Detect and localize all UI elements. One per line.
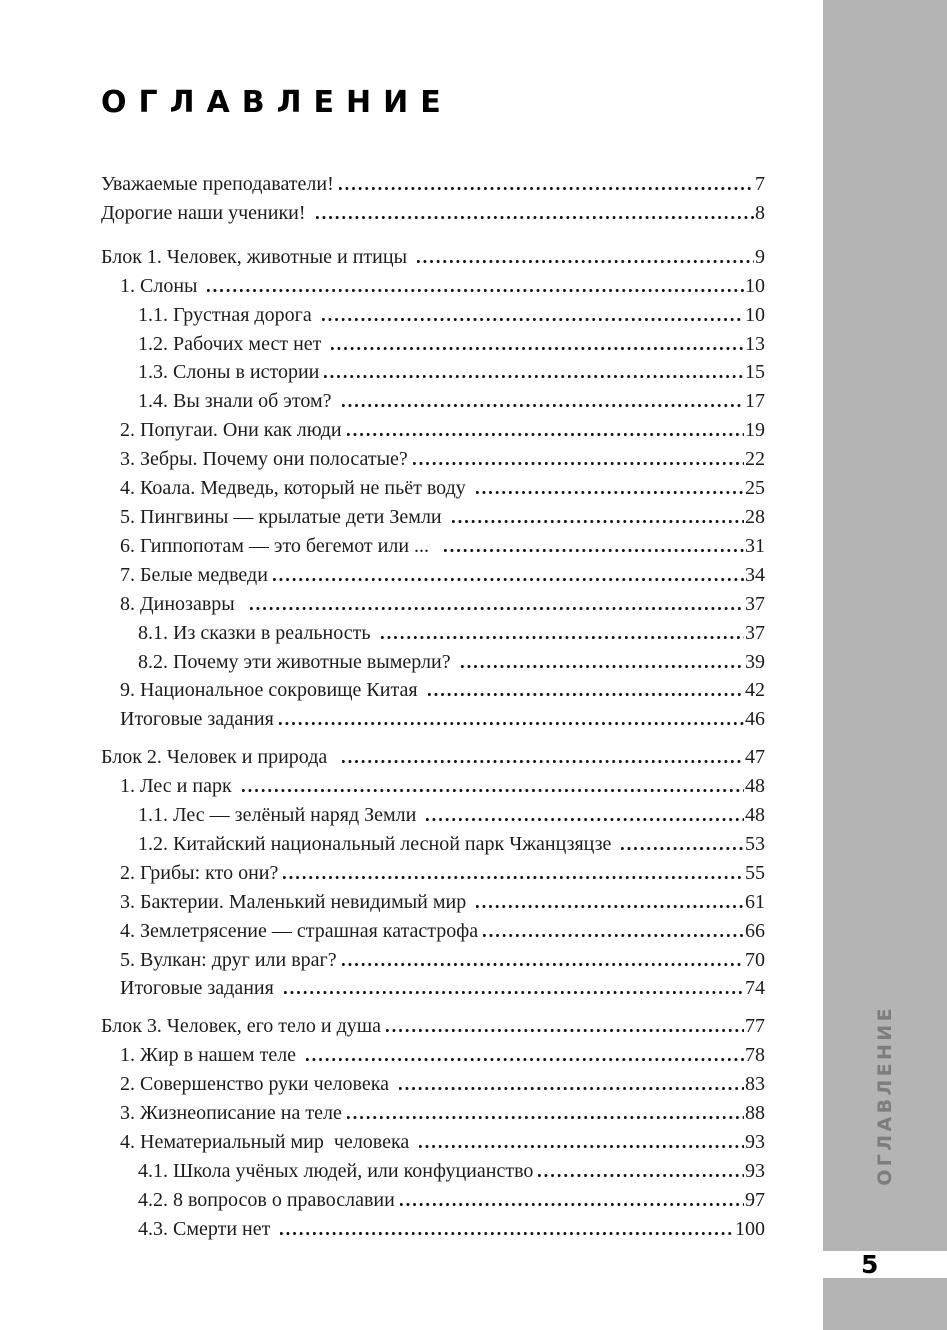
dot-leader [476, 491, 744, 494]
toc-entry [101, 1012, 765, 1041]
toc-entry-label: 7. Белые медведи [120, 563, 268, 586]
toc-entry-page: 93 [745, 1131, 765, 1153]
toc-entry-label: 2. Грибы: кто они? [120, 861, 279, 884]
toc-entry-label: 1.4. Вы знали об этом? [138, 390, 337, 413]
toc-entry-page: 88 [745, 1102, 765, 1125]
toc-entry-page: 100 [735, 1217, 765, 1240]
toc-entry [101, 532, 765, 561]
toc-entry-page: 42 [745, 679, 765, 702]
toc-entry [101, 474, 765, 503]
toc-entry [101, 1157, 765, 1186]
toc-entry-page: 15 [745, 361, 765, 384]
toc-entry [101, 330, 765, 359]
dot-leader [386, 1029, 744, 1032]
sidebar-vertical-label: ОГЛАВЛЕНИЕ [874, 1004, 896, 1186]
toc-entry-page: 48 [745, 775, 765, 798]
dot-leader [207, 289, 744, 292]
toc-entry-label: 3. Зебры. Почему они полосатые? [120, 448, 408, 471]
toc-entry-page: 74 [745, 977, 765, 1000]
dot-leader [400, 1203, 744, 1206]
dot-leader [419, 1145, 744, 1148]
sidebar [823, 0, 947, 1330]
toc-entry [101, 1070, 765, 1099]
toc-entry-label: Блок 2. Человек и природа [101, 746, 338, 769]
toc-entry-page: 10 [745, 303, 765, 326]
toc-entry [101, 416, 765, 445]
toc-entry-label: Уважаемые преподаватели! [101, 173, 334, 195]
toc-entry-page: 37 [745, 592, 765, 615]
toc-content [101, 85, 765, 1244]
toc-entry [101, 888, 765, 917]
dot-leader [452, 520, 744, 523]
toc-list [101, 170, 765, 1244]
toc-entry-label: 1.3. Слоны в истории [138, 361, 320, 384]
dot-leader [538, 1174, 744, 1177]
toc-entry-label: 8. Динозавры [120, 592, 245, 615]
toc-entry [101, 619, 765, 648]
toc-entry [101, 1215, 765, 1244]
toc-entry-label: 1.2. Рабочих мест нет [138, 332, 327, 355]
toc-entry-page: 19 [745, 419, 765, 442]
dot-leader [417, 260, 754, 263]
toc-entry-label: 8.1. Из сказки в реальность [138, 621, 376, 644]
dot-leader [279, 722, 744, 725]
toc-entry-label: 8.2. Почему эти животные вымерли? [138, 650, 456, 673]
dot-leader [476, 905, 744, 908]
toc-entry-label: 1.1. Грустная дорога [138, 303, 317, 326]
toc-entry [101, 387, 765, 416]
toc-entry-label: 1. Лес и парк [120, 775, 237, 798]
toc-entry-label: 4.2. 8 вопросов о православии [138, 1188, 395, 1211]
toc-entry [101, 1128, 765, 1157]
toc-entry-page: 78 [745, 1044, 765, 1067]
toc-entry-page: 61 [745, 890, 765, 913]
toc-entry-page: 48 [745, 804, 765, 827]
dot-leader [324, 375, 744, 378]
toc-entry [101, 272, 765, 301]
toc-entry-label: Дорогие наши ученики! [101, 201, 311, 224]
dot-leader [306, 1058, 744, 1061]
toc-entry-page: 83 [745, 1073, 765, 1096]
toc-entry [101, 648, 765, 677]
dot-leader [316, 216, 754, 219]
toc-entry-label: 6. Гиппопотам — это бегемот или ... [120, 534, 440, 557]
toc-entry-page: 55 [745, 861, 765, 884]
toc-entry-label: 9. Национальное сокровище Китая [120, 679, 423, 702]
dot-leader [242, 789, 744, 792]
toc-entry-page: 70 [745, 948, 765, 971]
dot-leader [284, 991, 744, 994]
toc-entry-page: 66 [745, 919, 765, 942]
dot-leader [413, 462, 744, 465]
toc-entry-label: 1. Слоны [120, 274, 203, 297]
dot-leader [250, 607, 744, 610]
toc-entry-label: 4.1. Школа учёных людей, или конфуцианство [138, 1159, 534, 1182]
dot-leader [426, 818, 744, 821]
toc-entry-page: 46 [745, 708, 765, 731]
toc-entry-page: 39 [745, 650, 765, 673]
toc-entry [101, 199, 765, 228]
toc-entry-page: 22 [745, 448, 765, 471]
toc-entry-page: 37 [745, 621, 765, 644]
toc-entry [101, 830, 765, 859]
toc-entry [101, 676, 765, 705]
toc-entry-page: 17 [745, 390, 765, 413]
dot-leader [283, 876, 744, 879]
toc-entry-label: 4.3. Смерти нет [138, 1217, 276, 1240]
toc-entry [101, 974, 765, 1003]
dot-leader [331, 347, 744, 350]
toc-entry-label: 2. Попугаи. Они как люди [120, 419, 342, 442]
toc-entry-page: 7 [755, 173, 765, 195]
dot-leader [342, 963, 744, 966]
toc-entry [101, 705, 765, 734]
toc-entry-label: 2. Совершенство руки человека [120, 1073, 395, 1096]
sidebar-vertical-label-wrap [823, 983, 947, 1207]
toc-entry [101, 445, 765, 474]
toc-entry [101, 772, 765, 801]
toc-entry-label: 5. Пингвины — крылатые дети Земли [120, 505, 447, 528]
toc-entry-page: 25 [745, 477, 765, 500]
toc-entry [101, 1041, 765, 1070]
toc-entry-page: 8 [755, 201, 765, 224]
toc-entry-label: 4. Коала. Медведь, который не пьёт воду [120, 477, 471, 500]
dot-leader [342, 404, 744, 407]
dot-leader [273, 578, 744, 581]
toc-entry-label: 4. Нематериальный мир человека [120, 1131, 415, 1153]
toc-entry-page: 77 [745, 1015, 765, 1038]
toc-entry-page: 13 [745, 332, 765, 355]
toc-entry-label: 5. Вулкан: друг или враг? [120, 948, 337, 971]
toc-entry-label: 3. Жизнеописание на теле [120, 1102, 342, 1125]
toc-entry [101, 561, 765, 590]
page-title: ОГЛАВЛЕНИЕ [101, 85, 453, 120]
toc-entry-label: Блок 3. Человек, его тело и душа [101, 1015, 382, 1038]
toc-entry-page: 93 [745, 1159, 765, 1182]
toc-entry [101, 1099, 765, 1128]
toc-entry [101, 1186, 765, 1215]
toc-entry-label: 1. Жир в нашем теле [120, 1044, 302, 1067]
toc-entry-page: 34 [745, 563, 765, 586]
toc-entry [101, 170, 765, 199]
toc-entry-label: 4. Землетрясение — страшная катастрофа [120, 919, 479, 942]
dot-leader [347, 1116, 744, 1119]
page-number: 5 [861, 1250, 879, 1279]
toc-entry-page: 28 [745, 505, 765, 528]
toc-entry [101, 590, 765, 619]
toc-entry [101, 801, 765, 830]
dot-leader [461, 665, 744, 668]
toc-entry-label: 3. Бактерии. Маленький невидимый мир [120, 890, 472, 913]
toc-entry-label: Итоговые задания [120, 708, 274, 731]
toc-entry-page: 10 [745, 274, 765, 297]
toc-entry-label: 1.2. Китайский национальный лесной парк Чжанцзяцзе [138, 832, 617, 855]
toc-entry [101, 503, 765, 532]
dot-leader [381, 636, 745, 639]
toc-entry [101, 358, 765, 387]
toc-entry [101, 743, 765, 772]
toc-entry-page: 97 [745, 1188, 765, 1211]
dot-leader [399, 1087, 744, 1090]
dot-leader [280, 1232, 734, 1235]
toc-entry-label: Блок 1. Человек, животные и птицы [101, 245, 413, 268]
toc-entry [101, 301, 765, 330]
dot-leader [342, 760, 744, 763]
dot-leader [483, 934, 744, 937]
dot-leader [322, 318, 744, 321]
toc-entry-label: 1.1. Лес — зелёный наряд Земли [138, 804, 422, 827]
toc-entry [101, 859, 765, 888]
toc-entry [101, 243, 765, 272]
dot-leader [339, 187, 754, 190]
toc-entry-page: 31 [745, 534, 765, 557]
toc-entry-page: 53 [745, 832, 765, 855]
dot-leader [621, 847, 744, 850]
toc-entry [101, 946, 765, 975]
toc-entry-label: Итоговые задания [120, 977, 279, 1000]
dot-leader [444, 549, 744, 552]
page-number-band [823, 1251, 947, 1278]
toc-entry-page: 47 [745, 746, 765, 769]
toc-entry [101, 917, 765, 946]
toc-entry-page: 9 [755, 245, 765, 268]
dot-leader [428, 693, 744, 696]
dot-leader [347, 433, 744, 436]
